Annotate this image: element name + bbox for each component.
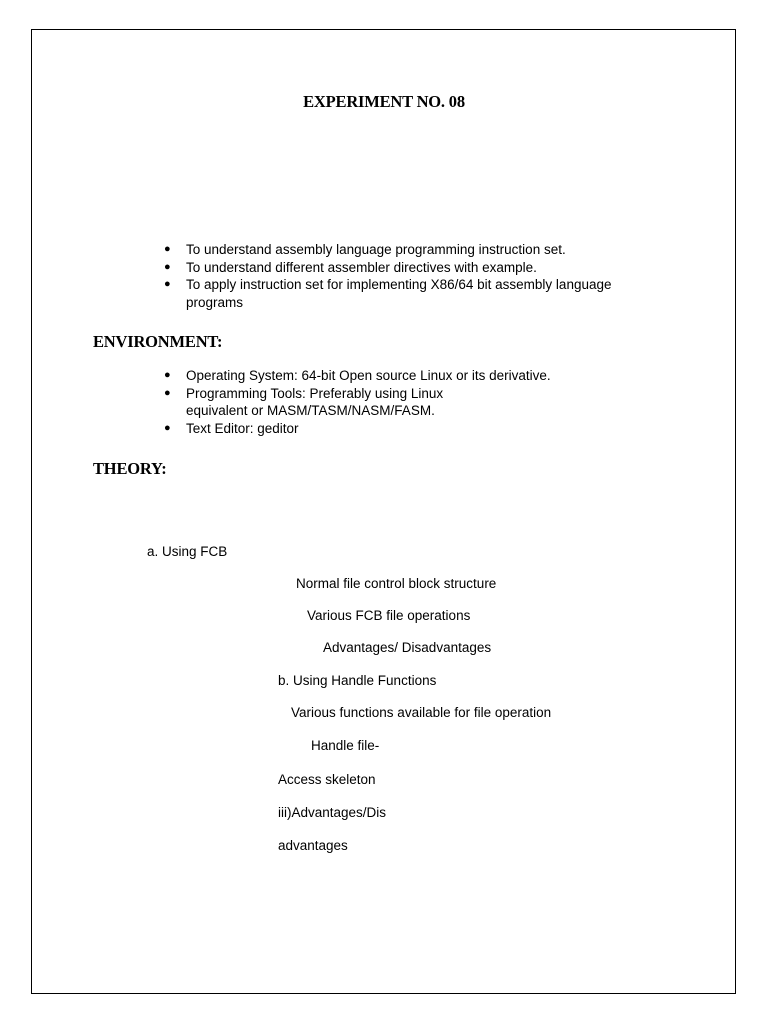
list-item bbox=[160, 259, 660, 277]
bullet-icon: ● bbox=[164, 260, 171, 273]
bullet-icon: ● bbox=[164, 243, 171, 255]
bullet-icon: ● bbox=[164, 421, 171, 434]
objective-text: To understand different assembler directives with example. bbox=[186, 259, 537, 275]
list-item bbox=[160, 276, 660, 311]
environment-list bbox=[160, 367, 551, 437]
theory-line: advantages bbox=[278, 838, 348, 853]
objective-text: To apply instruction set for implementing X86/64 bit assembly language programs bbox=[186, 277, 612, 310]
bullet-icon: ● bbox=[164, 369, 171, 381]
theory-line: a. Using FCB bbox=[147, 544, 228, 559]
environment-text: Programming Tools: Preferably using Linux equivalent or MASM/TASM/NASM/FASM. bbox=[186, 385, 444, 418]
objective-text: To understand assembly language programming instruction set. bbox=[186, 242, 566, 257]
page-title: EXPERIMENT NO. 08 bbox=[303, 92, 465, 111]
environment-text: Text Editor: geditor bbox=[186, 420, 299, 436]
theory-heading: THEORY: bbox=[93, 459, 167, 478]
environment-text: Operating System: 64-bit Open source Linux or its derivative. bbox=[186, 368, 551, 383]
theory-line: Normal file control block structure bbox=[296, 576, 497, 591]
environment-heading: ENVIRONMENT: bbox=[93, 332, 223, 351]
theory-line: Handle file- bbox=[311, 738, 380, 753]
theory-line: Various functions available for file operation bbox=[291, 705, 552, 720]
bullet-icon: ● bbox=[164, 278, 171, 290]
theory-line: Access skeleton bbox=[278, 772, 376, 787]
bullet-icon: ● bbox=[164, 386, 171, 399]
page-border bbox=[31, 29, 736, 994]
theory-line: Advantages/ Disadvantages bbox=[323, 640, 492, 655]
list-item bbox=[160, 241, 660, 259]
list-item bbox=[160, 420, 480, 438]
list-item bbox=[160, 367, 551, 385]
theory-line: iii)Advantages/Dis bbox=[278, 805, 387, 820]
objectives-list bbox=[160, 241, 660, 311]
theory-line: Various FCB file operations bbox=[307, 608, 471, 623]
theory-line: b. Using Handle Functions bbox=[278, 673, 437, 688]
list-item bbox=[160, 385, 456, 420]
